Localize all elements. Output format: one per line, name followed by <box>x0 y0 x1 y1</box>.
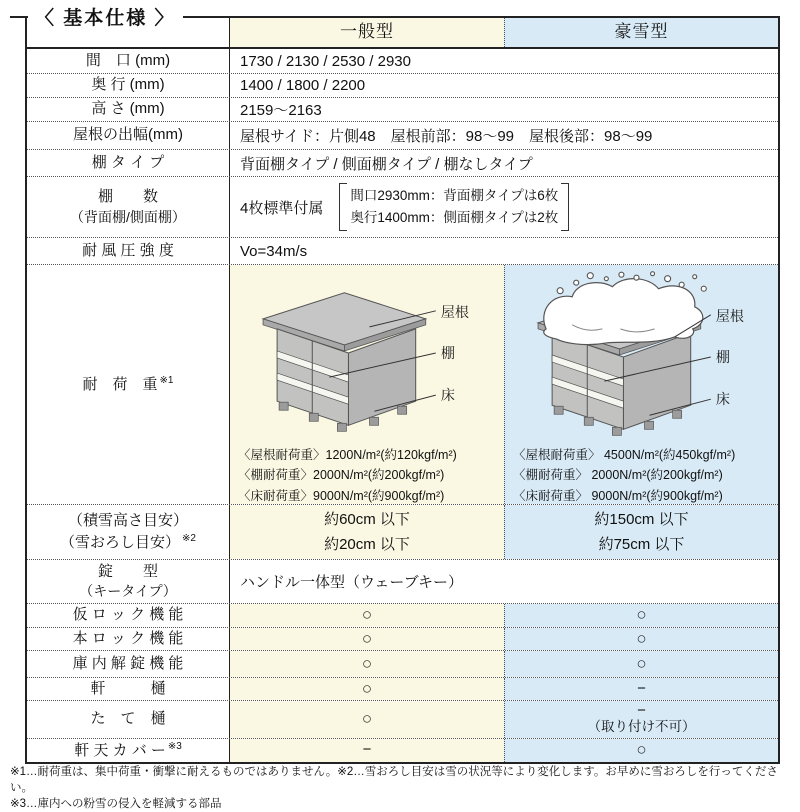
row-depth <box>27 73 778 97</box>
row-shelf-count <box>27 176 778 237</box>
main-lock-general: ○ <box>361 628 373 648</box>
row-label-load-capacity <box>27 265 230 504</box>
snow-guide-heavy <box>504 505 778 559</box>
row-label-height: 高 さ (mm) <box>27 98 230 121</box>
eaves-gutter-general: ○ <box>361 678 373 698</box>
load-shelf-heavy: 〈棚耐荷重〉 2000N/m²(約200kgf/m²) <box>513 468 723 483</box>
row-label-wind-resistance: 耐 風 圧 強 度 <box>27 238 230 264</box>
row-roof-overhang <box>27 121 778 149</box>
column-header-general: 一般型 <box>230 18 504 47</box>
page-title: 〈 基本仕様 〉 <box>28 3 183 30</box>
value-lock-type: ハンドル一体型（ウェーブキー） <box>240 574 464 591</box>
inner-unlock-heavy: ○ <box>636 653 647 673</box>
load-shelf-general: 〈棚耐荷重〉2000N/m²(約200kgf/m²) <box>238 468 445 483</box>
soffit-cover-label: 軒 天 カ バ ー $^{※3}$ <box>74 740 182 759</box>
snow-guide-general <box>230 505 504 559</box>
snow-height-heavy: 約150cm 以下 <box>594 510 689 528</box>
temp-lock-heavy: ○ <box>636 605 647 625</box>
inner-unlock-general: ○ <box>361 653 373 673</box>
snow-label-line2: （雪おろし目安） $^{※2}$ <box>60 532 196 551</box>
shed-foot <box>644 421 653 429</box>
load-capacity-label: 耐 荷 重 $^{※1}$ <box>82 374 174 393</box>
down-gutter-heavy-note: （取り付け不可） <box>587 719 696 735</box>
row-load-capacity <box>27 264 778 504</box>
shelf-count-bracket-note <box>339 181 569 234</box>
shed-illustration-heavy-snow <box>524 269 760 445</box>
row-wind-resistance <box>27 237 778 264</box>
temp-lock-general: ○ <box>361 605 373 625</box>
down-gutter-heavy-cell <box>504 701 778 738</box>
shed-illustration-general <box>249 269 485 445</box>
snowflake-icon <box>692 275 696 279</box>
footnote-ref-2: ※2 <box>182 532 196 544</box>
lock-type-label-line2: （キータイプ） <box>79 583 177 600</box>
down-gutter-heavy: − <box>637 701 646 719</box>
roof-label: 屋根 <box>440 303 469 320</box>
footnotes <box>10 764 792 812</box>
snowflake-icon <box>679 282 684 287</box>
load-values-heavy <box>507 445 735 506</box>
soffit-cover-general: − <box>362 741 372 759</box>
row-inner-unlock <box>27 650 778 677</box>
row-label-shelf-type: 棚 タ イ プ <box>27 150 230 176</box>
shed-foot <box>398 406 407 414</box>
bracket-line2: 奥行1400mm：側面棚タイプは2枚 <box>350 210 559 225</box>
footnote-ref-3: ※3 <box>167 740 182 752</box>
row-shelf-type <box>27 149 778 176</box>
row-label-main-lock: 本 ロ ッ ク 機 能 <box>27 628 230 650</box>
shelf-label: 棚 <box>440 345 455 362</box>
value-depth: 1400 / 1800 / 2200 <box>240 77 366 94</box>
eaves-gutter-heavy: − <box>637 679 646 697</box>
footnote-ref-1: ※1 <box>159 374 174 386</box>
shelf-count-standard: 4枚標準付属 <box>240 199 324 217</box>
snowflake-icon <box>557 288 563 294</box>
row-label-width: 間 口 (mm) <box>27 49 230 73</box>
shed-foot <box>309 413 318 421</box>
row-main-lock <box>27 627 778 650</box>
row-label-depth: 奥 行 (mm) <box>27 74 230 97</box>
load-floor-heavy: 〈床耐荷重〉 9000N/m²(約900kgf/m²) <box>513 488 723 503</box>
load-roof-general: 〈屋根耐荷重〉1200N/m²(約120kgf/m²) <box>238 448 457 462</box>
floor-label: 床 <box>440 387 455 404</box>
row-snow-depth-guide <box>27 504 778 559</box>
row-label-inner-unlock: 庫 内 解 錠 機 能 <box>27 651 230 677</box>
snowflake-icon <box>587 273 593 279</box>
column-header-heavy-snow: 豪雪型 <box>504 18 778 47</box>
shelf-label: 棚 <box>715 349 730 366</box>
load-floor-general: 〈床耐荷重〉9000N/m²(約900kgf/m²) <box>238 488 445 503</box>
load-capacity-heavy-cell <box>504 265 778 504</box>
shed-foot <box>612 427 621 435</box>
snow-label-line1: （積雪高さ目安） <box>67 512 188 530</box>
value-width: 1730 / 2130 / 2530 / 2930 <box>240 52 411 70</box>
shed-foot <box>370 417 379 425</box>
value-shelf-count <box>230 177 778 237</box>
value-height: 2159～2163 <box>240 102 322 119</box>
floor-label: 床 <box>715 391 730 408</box>
row-label-roof-overhang: 屋根の出幅(mm) <box>27 122 230 149</box>
lock-type-label-line1: 錠 型 <box>97 562 158 580</box>
row-soffit-cover <box>27 738 778 762</box>
snowflake-icon <box>618 272 623 277</box>
shed-foot <box>279 402 288 410</box>
down-gutter-general: ○ <box>361 709 373 729</box>
soffit-cover-heavy: ○ <box>636 740 647 760</box>
value-shelf-type: 背面棚タイプ / 側面棚タイプ / 棚なしタイプ <box>240 155 533 173</box>
row-label-temp-lock: 仮 ロ ッ ク 機 能 <box>27 604 230 627</box>
value-wind-resistance: Vo=34m/s <box>240 242 308 260</box>
snowflake-icon <box>604 277 608 281</box>
row-temp-lock <box>27 603 778 627</box>
load-roof-heavy: 〈屋根耐荷重〉 4500N/m²(約450kgf/m²) <box>513 448 736 462</box>
value-roof-overhang: 屋根サイド：片側48 屋根前部：98～99 屋根後部：98～99 <box>240 128 653 145</box>
row-eaves-gutter <box>27 677 778 700</box>
shed-foot <box>672 410 681 418</box>
row-label-snow-depth <box>27 505 230 559</box>
row-label-soffit-cover <box>27 739 230 762</box>
load-capacity-general-cell <box>230 265 504 504</box>
roof-label: 屋根 <box>715 307 744 324</box>
row-lock-type <box>27 559 778 603</box>
shelf-count-label-line2: （背面棚/側面棚） <box>70 208 186 225</box>
snowflake-icon <box>633 275 638 280</box>
snow-removal-heavy: 約75cm 以下 <box>598 536 685 553</box>
spec-table <box>25 16 780 764</box>
row-height <box>27 97 778 121</box>
shed-foot <box>584 417 593 425</box>
snowflake-icon <box>701 286 706 291</box>
snowflake-icon <box>650 272 654 276</box>
row-down-gutter <box>27 700 778 738</box>
row-label-shelf-count <box>27 177 230 237</box>
load-values-general <box>232 445 457 506</box>
snow-height-general: 約60cm 以下 <box>324 510 410 528</box>
snowflake-icon <box>573 280 578 285</box>
row-width <box>27 47 778 73</box>
main-lock-heavy: ○ <box>636 628 647 648</box>
snowflake-icon <box>664 276 670 282</box>
bracket-line1: 間口2930mm：背面棚タイプは6枚 <box>350 187 559 203</box>
row-label-down-gutter: た て 樋 <box>27 701 230 738</box>
shed-foot <box>554 406 563 414</box>
shed-foot <box>337 423 346 431</box>
shelf-count-label-line1: 棚 数 <box>97 188 158 206</box>
row-label-eaves-gutter: 軒 樋 <box>27 678 230 700</box>
footnote-line2: ※3…庫内への粉雪の侵入を軽減する部品 <box>10 798 222 811</box>
footnote-line1: ※1…耐荷重は、集中荷重・衝撃に耐えるものではありません。※2…雪おろし目安は雪の状況等により変化します。お早めに雪おろしを行ってください。 <box>10 766 778 795</box>
row-label-lock-type <box>27 560 230 603</box>
snow-removal-general: 約20cm 以下 <box>324 536 410 553</box>
